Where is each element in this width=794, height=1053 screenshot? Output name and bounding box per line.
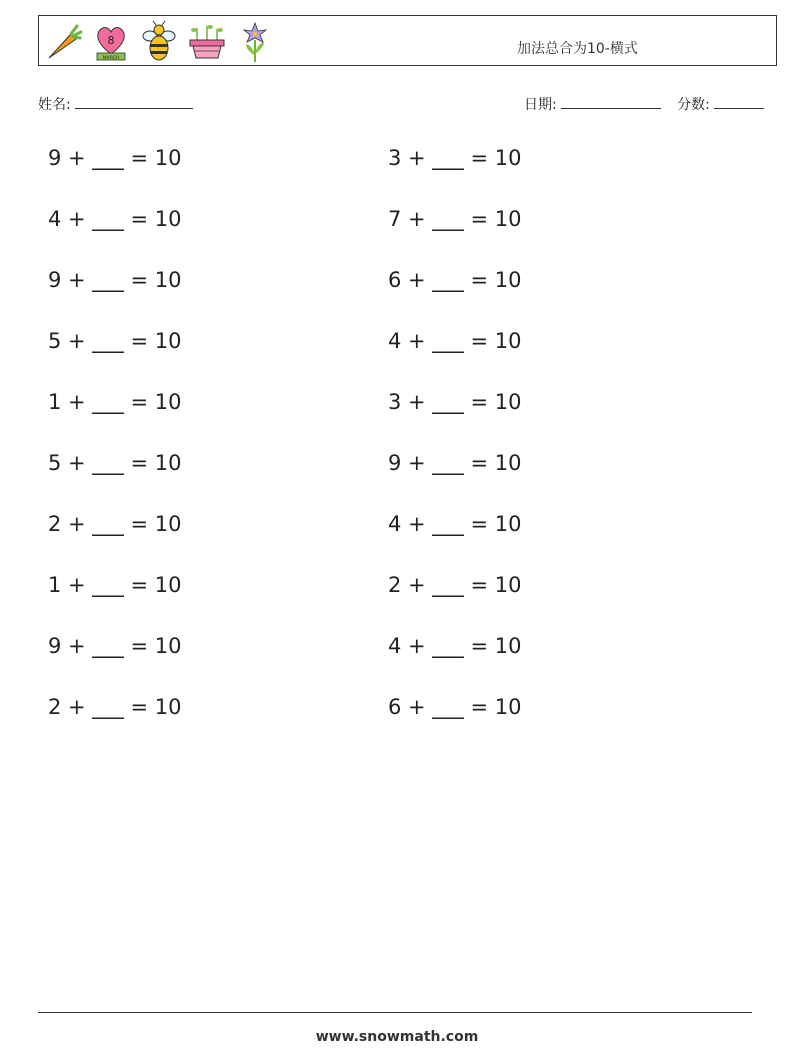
date-label: 日期:: [524, 97, 557, 113]
problem-left-1: 9 + ___ = 10: [48, 146, 182, 170]
problem-right-4: 4 + ___ = 10: [388, 329, 522, 353]
problem-left-5: 1 + ___ = 10: [48, 390, 182, 414]
seedling-pot-icon: [187, 20, 227, 64]
problem-right-1: 3 + ___ = 10: [388, 146, 522, 170]
problem-left-6: 5 + ___ = 10: [48, 451, 182, 475]
score-blank[interactable]: [714, 94, 764, 109]
bee-icon: [139, 20, 179, 64]
date-blank[interactable]: [561, 94, 661, 109]
header-box: [38, 15, 777, 66]
problem-right-5: 3 + ___ = 10: [388, 390, 522, 414]
heart-ribbon-text: MARCH: [102, 56, 120, 61]
footer-divider: [38, 1012, 752, 1013]
date-score-fields: [524, 94, 764, 114]
heart-number: 8: [107, 34, 115, 47]
problem-left-8: 1 + ___ = 10: [48, 573, 182, 597]
name-label: 姓名:: [38, 97, 71, 113]
heart-march-8-icon: [91, 20, 131, 64]
problem-left-9: 9 + ___ = 10: [48, 634, 182, 658]
problem-right-7: 4 + ___ = 10: [388, 512, 522, 536]
carrot-icon: [43, 20, 83, 64]
problem-right-6: 9 + ___ = 10: [388, 451, 522, 475]
problem-right-10: 6 + ___ = 10: [388, 695, 522, 719]
problem-right-3: 6 + ___ = 10: [388, 268, 522, 292]
problem-left-2: 4 + ___ = 10: [48, 207, 182, 231]
problem-right-9: 4 + ___ = 10: [388, 634, 522, 658]
score-label: 分数:: [677, 97, 710, 113]
problem-left-3: 9 + ___ = 10: [48, 268, 182, 292]
header-icons: [43, 20, 275, 64]
problem-right-2: 7 + ___ = 10: [388, 207, 522, 231]
page-title: 加法总合为10-横式: [517, 41, 638, 57]
problem-left-10: 2 + ___ = 10: [48, 695, 182, 719]
problem-left-4: 5 + ___ = 10: [48, 329, 182, 353]
footer-url[interactable]: www.snowmath.com: [315, 1029, 479, 1045]
flower-icon: [235, 20, 275, 64]
problem-left-7: 2 + ___ = 10: [48, 512, 182, 536]
name-blank[interactable]: [75, 94, 193, 109]
name-field: [38, 94, 193, 114]
problem-right-8: 2 + ___ = 10: [388, 573, 522, 597]
